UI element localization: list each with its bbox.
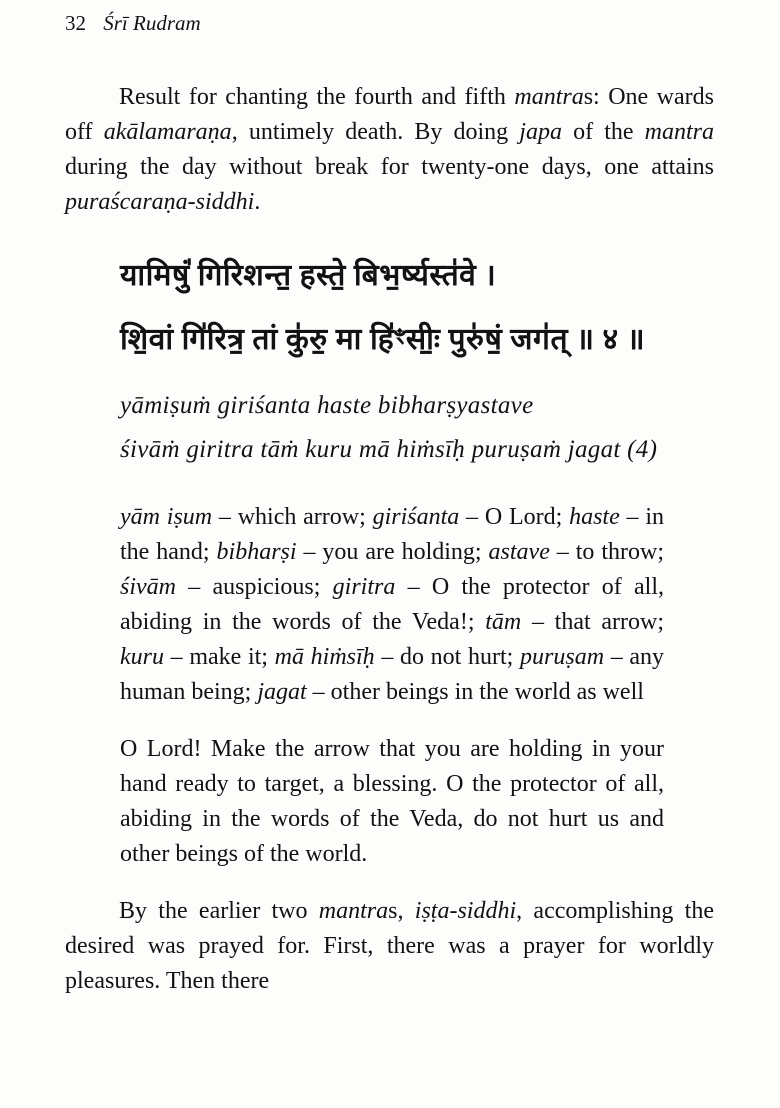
verse-transliteration — [120, 384, 684, 472]
word-by-word-meanings: yām iṣum – which arrow; giriśanta – O Lord; haste – in the hand; bibharṣi – you are holding; astave – to throw; śivām – auspicious; giritra – O the protector of all, abiding in the words of the Veda!; tām – that arrow; kuru – make it; mā hiṁsīḥ – do not hurt; puruṣam – any human being; jagat – other beings in the world as well — [120, 504, 665, 705]
transliteration-line-2: śivāṁ giritra tāṁ kuru mā hiṁsīḥ puruṣaṁ jagat (4) — [120, 436, 658, 463]
devanagari-line-1: यामिषुं॑ गिरिशन्त॒ हस्ते॒ बिभ॒र्ष्यस्त॑वे । — [120, 259, 497, 292]
devanagari-line-2: शि॒वां गि॑रित्र॒ तां कु॑रु॒ मा हि॑ꣳसीः॒ पुरु॑षं॒ जग॑त् ॥ ४ ॥ — [120, 323, 646, 356]
running-header — [65, 10, 714, 36]
page-content — [65, 80, 714, 999]
closing-paragraph: By the earlier two mantras, iṣṭa-siddhi, accomplishing the desired was prayed for. First, there was a prayer for worldly pleasures. Then there — [65, 898, 715, 994]
sanskrit-verse — [120, 244, 714, 372]
book-title: Śrī Rudram — [103, 11, 201, 35]
intro-paragraph: Result for chanting the fourth and fifth mantras: One wards off akālamaraṇa, untimely death. By doing japa of the mantra during the day without break for twenty-one days, one attains puraścaraṇa-siddhi. — [65, 84, 714, 215]
page-number: 32 — [65, 11, 86, 35]
verse-translation: O Lord! Make the arrow that you are holding in your hand ready to target, a blessing. O the protector of all, abiding in the words of the Veda, do not hurt us and other beings of the world. — [120, 736, 664, 867]
transliteration-line-1: yāmiṣuṁ giriśanta haste bibharṣyastave — [120, 392, 534, 419]
